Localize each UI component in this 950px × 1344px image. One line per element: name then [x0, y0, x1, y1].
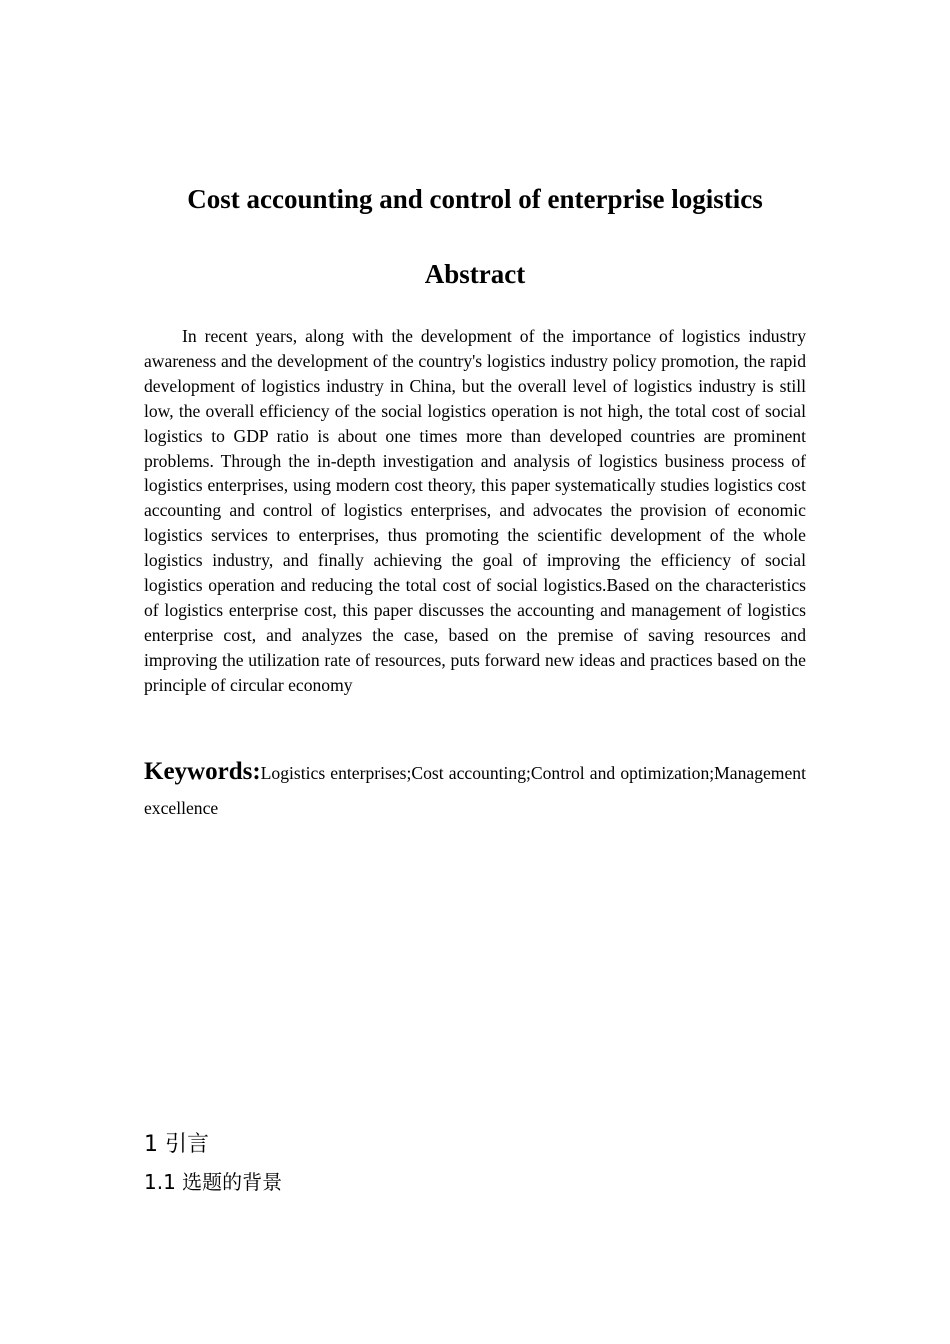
abstract-body: In recent years, along with the development of the importance of logistics industry awareness and the development of the country's logistics industry policy promotion, the rapid development of logistics industry in China, but the overall level of logistics industry is still low, the overall efficiency of the social logistics operation is not high, the total cost of social logistics to GDP ratio is about one times more than developed countries are prominent problems. Through the in-depth investigation and analysis of logistics business process of logistics enterprises, using modern cost theory, this paper systematically studies logistics cost accounting and control of logistics enterprises, and advocates the provision of economic logistics services to enterprises, thus promoting the scientific development of the whole logistics industry, and finally achieving the goal of improving the efficiency of social logistics operation and reducing the total cost of social logistics.Based on the characteristics of logistics enterprise cost, this paper discusses the accounting and management of logistics enterprise cost, and analyzes the case, based on the premise of saving resources and improving the utilization rate of resources, puts forward new ideas and practices based on the principle of circular economy: [144, 326, 806, 695]
subsection-heading-background: 1.1 选题的背景: [144, 1170, 283, 1194]
abstract-heading: Abstract: [424, 259, 526, 289]
keywords-paragraph: [144, 754, 806, 826]
keywords-label: Keywords:: [144, 758, 261, 785]
document-title: Cost accounting and control of enterprise logistics: [187, 184, 763, 214]
keywords-text: Logistics enterprises;Cost accounting;Control and optimization;Management excellence: [144, 763, 806, 818]
section-heading-introduction: 1 引言: [144, 1132, 209, 1157]
